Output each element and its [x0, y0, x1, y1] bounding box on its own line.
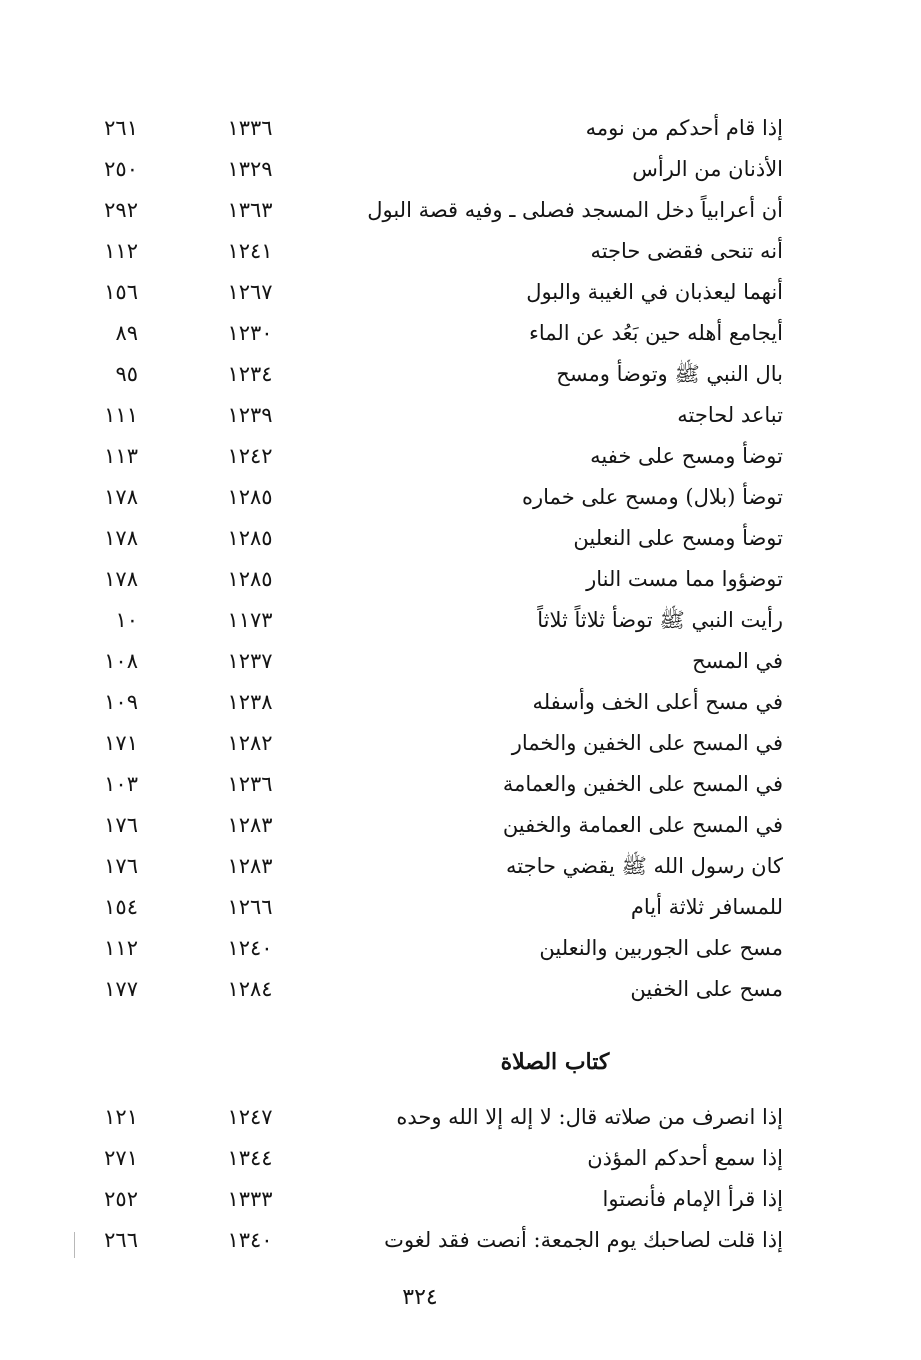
- hadith-number: ١٢٤٢: [227, 444, 273, 468]
- page-reference: ١٥٤: [104, 895, 138, 919]
- page-reference: ٢٥٢: [104, 1187, 138, 1211]
- section-heading: [0, 1040, 921, 1084]
- section-heading-text: كتاب الصلاة: [500, 1049, 610, 1075]
- hadith-number: ١٢٤٧: [227, 1105, 273, 1129]
- hadith-number: ١٢٣٩: [227, 403, 273, 427]
- hadith-title: إذا قرأ الإمام فأنصتوا: [602, 1187, 783, 1211]
- hadith-title: بال النبي ﷺ وتوضأ ومسح: [556, 362, 783, 386]
- page-reference: ١٢١: [104, 1105, 138, 1129]
- hadith-title: مسح على الجوربين والنعلين: [539, 936, 783, 960]
- hadith-number: ١٢٣٨: [227, 690, 273, 714]
- index-row: [0, 108, 921, 149]
- index-row: [0, 354, 921, 395]
- hadith-number: ١٣٢٩: [227, 157, 273, 181]
- hadith-number: ١٢٤٠: [227, 936, 273, 960]
- index-row: [0, 1138, 921, 1179]
- page-reference: ١٧٨: [104, 567, 138, 591]
- hadith-title: في مسح أعلى الخف وأسفله: [532, 690, 783, 714]
- page-reference: ٢٩٢: [104, 198, 138, 222]
- hadith-title: توضأ ومسح على خفيه: [590, 444, 783, 468]
- index-row: [0, 969, 921, 1010]
- hadith-number: ١٢٨٣: [227, 854, 273, 878]
- page-reference: ١١٢: [104, 239, 138, 263]
- hadith-number: ١٣٦٣: [227, 198, 273, 222]
- hadith-title: تباعد لحاجته: [677, 403, 783, 427]
- hadith-number: ١٣٣٦: [227, 116, 273, 140]
- hadith-number: ١٢٨٢: [227, 731, 273, 755]
- hadith-title: في المسح على الخفين والخمار: [511, 731, 783, 755]
- page-reference: ١٧١: [104, 731, 138, 755]
- hadith-title: توضأ ومسح على النعلين: [573, 526, 783, 550]
- index-row: [0, 1179, 921, 1220]
- hadith-title: توضؤوا مما مست النار: [586, 567, 783, 591]
- page-reference: ١٧٦: [104, 854, 138, 878]
- hadith-number: ١٢٨٣: [227, 813, 273, 837]
- hadith-number: ١٢٨٥: [227, 485, 273, 509]
- page-reference: ١١٣: [104, 444, 138, 468]
- page-reference: ١٧٧: [104, 977, 138, 1001]
- page-reference: ١٠٨: [104, 649, 138, 673]
- hadith-title: إذا قام أحدكم من نومه: [585, 116, 783, 140]
- index-row: [0, 395, 921, 436]
- scan-edge-mark: [74, 1232, 75, 1258]
- index-row: [0, 887, 921, 928]
- page-reference: ١٠٣: [104, 772, 138, 796]
- hadith-title: للمسافر ثلاثة أيام: [630, 895, 783, 919]
- index-row: [0, 723, 921, 764]
- index-row: [0, 149, 921, 190]
- page-reference: ٢٥٠: [104, 157, 138, 181]
- index-row: [0, 600, 921, 641]
- hadith-number: ١٢٨٥: [227, 526, 273, 550]
- hadith-title: مسح على الخفين: [630, 977, 783, 1001]
- hadith-title: في المسح على الخفين والعمامة: [502, 772, 783, 796]
- page-reference: ١٠: [115, 608, 138, 632]
- page-reference: ١٥٦: [104, 280, 138, 304]
- page-number: ٣٢٤: [402, 1285, 438, 1310]
- hadith-number: ١٢٣٦: [227, 772, 273, 796]
- page-reference: ١٧٦: [104, 813, 138, 837]
- page-reference: ١٧٨: [104, 485, 138, 509]
- index-row: [0, 518, 921, 559]
- index-row: [0, 313, 921, 354]
- hadith-title: أن أعرابياً دخل المسجد فصلى ـ وفيه قصة البول: [367, 198, 783, 222]
- index-row: [0, 764, 921, 805]
- hadith-number: ١٣٤٠: [227, 1228, 273, 1252]
- page-footer: [0, 1280, 921, 1316]
- page-reference: ١١١: [104, 403, 138, 427]
- page-reference: ١٠٩: [104, 690, 138, 714]
- index-row: [0, 559, 921, 600]
- index-row: [0, 928, 921, 969]
- hadith-title: أنهما ليعذبان في الغيبة والبول: [526, 280, 783, 304]
- page-reference: ٢٧١: [104, 1146, 138, 1170]
- index-row: [0, 190, 921, 231]
- hadith-number: ١٢٣٧: [227, 649, 273, 673]
- hadith-title: كان رسول الله ﷺ يقضي حاجته: [506, 854, 783, 878]
- hadith-number: ١٢٤١: [227, 239, 273, 263]
- hadith-title: في المسح على العمامة والخفين: [502, 813, 783, 837]
- index-row: [0, 272, 921, 313]
- hadith-title: الأذنان من الرأس: [632, 157, 783, 181]
- hadith-title: في المسح: [692, 649, 783, 673]
- hadith-title: أنه تنحى فقضى حاجته: [590, 239, 783, 263]
- hadith-title: توضأ (بلال) ومسح على خماره: [522, 485, 783, 509]
- hadith-title: إذا قلت لصاحبك يوم الجمعة: أنصت فقد لغوت: [384, 1228, 783, 1252]
- index-row: [0, 805, 921, 846]
- hadith-title: رأيت النبي ﷺ توضأ ثلاثاً ثلاثاً: [537, 608, 783, 632]
- hadith-number: ١٢٦٦: [227, 895, 273, 919]
- hadith-number: ١١٧٣: [227, 608, 273, 632]
- index-row: [0, 682, 921, 723]
- hadith-title: أيجامع أهله حين بَعُد عن الماء: [528, 321, 783, 345]
- hadith-number: ١٣٤٤: [227, 1146, 273, 1170]
- index-row: [0, 641, 921, 682]
- index-row: [0, 477, 921, 518]
- hadith-number: ١٢٣٤: [227, 362, 273, 386]
- index-row: [0, 436, 921, 477]
- hadith-number: ١٢٦٧: [227, 280, 273, 304]
- hadith-title: إذا سمع أحدكم المؤذن: [587, 1146, 783, 1170]
- page-reference: ٢٦١: [104, 116, 138, 140]
- page-reference: ١٧٨: [104, 526, 138, 550]
- index-row: [0, 1220, 921, 1261]
- hadith-number: ١٢٨٤: [227, 977, 273, 1001]
- index-row: [0, 1097, 921, 1138]
- hadith-number: ١٢٨٥: [227, 567, 273, 591]
- hadith-number: ١٣٣٣: [227, 1187, 273, 1211]
- hadith-title: إذا انصرف من صلاته قال: لا إله إلا الله وحده: [396, 1105, 783, 1129]
- page-reference: ٢٦٦: [104, 1228, 138, 1252]
- index-row: [0, 846, 921, 887]
- page-reference: ١١٢: [104, 936, 138, 960]
- index-row: [0, 231, 921, 272]
- page-reference: ٨٩: [115, 321, 138, 345]
- hadith-number: ١٢٣٠: [227, 321, 273, 345]
- page-reference: ٩٥: [115, 362, 138, 386]
